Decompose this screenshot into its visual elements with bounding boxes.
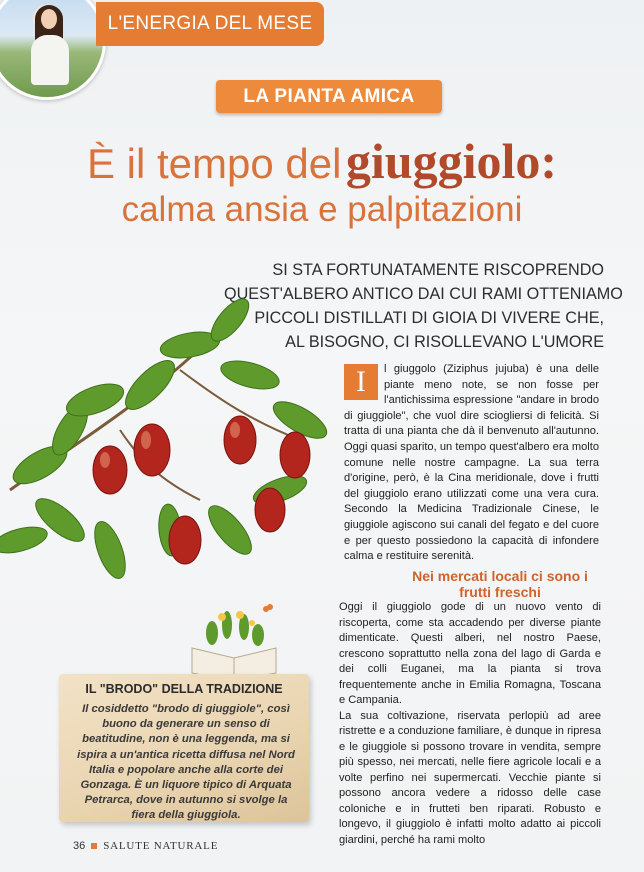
lead-line: PICCOLI DISTILLATI DI GIOIA DI VIVERE CHE,	[254, 309, 604, 327]
section-tag	[96, 2, 324, 46]
lead-line: AL BISOGNO, CI RISOLLEVANO L'UMORE	[285, 333, 604, 351]
rubric-badge	[216, 80, 442, 113]
lead-line: QUEST'ALBERO ANTICO DAI CUI RAMI OTTENIAMO	[224, 285, 623, 303]
section-tag-label: L'ENERGIA DEL MESE	[107, 13, 313, 34]
article-paragraph: La sua coltivazione, riservata perlopiù ad aree ristrette e a conduzione familiare, è dunque in ripresa e le giuggiole si possono trovare in vendita, sempre più spesso, nei mercati, nelle fiere agricole locali e a volte perfino nei supermercati. Vecchie piante si possono ancora vedere a ridosso delle case coloniche e in frutteti ben riparati. Robusto e longevo, il giuggiolo è infatti molto adatto ai piccoli giardini, perché ha rami molto	[339, 709, 601, 846]
rubric-badge-label: LA PIANTA AMICA	[243, 85, 415, 107]
sidebar-box-text: Il cosiddetto "brodo di giuggiole", così buono da generare un senso di beatitudine, non è una leggenda, ma si ispira a un'antica ricetta diffusa nel Nord Italia e popolare anche alla corte dei Gonzaga. È un liquore tipico di Arquata Petrarca, dove in autunno si svolge la fiera della giuggiola.	[77, 703, 295, 822]
title-part2: giuggiolo:	[345, 133, 558, 189]
article-subtitle: calma ansia e palpitazioni	[121, 190, 523, 229]
article-paragraph: l giuggolo (Ziziphus jujuba) è una delle piante meno note, se non fosse per l'antichissima espressione "andare in brodo di giuggiole", che vuol dire sciogliersi di felicità. Si tratta di una pianta che dà il benvenuto all'autunno. Oggi quasi sparito, un tempo quest'albero era molto comune nelle nostre campagne. La sua terra d'origine, però, è la Cina meridionale, dove i frutti del giuggiolo erano utilizzati come una vera cura. Secondo la Medicina Tradizionale Cinese, le giuggiole agiscono sui canali del fegato e del cuore e per questo possiedono la capacità di infondere calma e restituire serenità.	[344, 363, 599, 563]
lead-line: SI STA FORTUNATAMENTE RISCOPRENDO	[272, 261, 604, 279]
article-paragraph: Oggi il giuggiolo gode di un nuovo vento di riscoperta, come sta accadendo per diverse piante dimenticate. Questi alberi, nel nostro Paese, crescono soprattutto nella zona del lago di Garda e dei colli Euganei, ma la pianta si trova frequentemente anche in Emilia Romagna, Toscana e Campania.	[339, 601, 601, 706]
woman-in-meadow-photo	[0, 0, 106, 100]
article-body-intro	[344, 362, 599, 565]
footer-square-icon	[91, 843, 97, 849]
article-body-continued	[339, 600, 601, 848]
sidebar-box-title: IL "BRODO" DELLA TRADIZIONE	[85, 682, 283, 696]
page-number: 36	[73, 840, 86, 852]
sidebar-box	[59, 674, 309, 822]
title-part1: È il tempo del	[86, 140, 342, 187]
article-subheading: Nei mercati locali ci sono i frutti freschi	[412, 568, 588, 600]
dropcap: I	[344, 364, 378, 400]
open-book-illustration	[182, 603, 286, 683]
magazine-name: SALUTE NATURALE	[103, 840, 219, 852]
article-title	[0, 132, 644, 190]
jujube-branch-illustration	[0, 290, 350, 620]
page-footer	[73, 840, 218, 852]
